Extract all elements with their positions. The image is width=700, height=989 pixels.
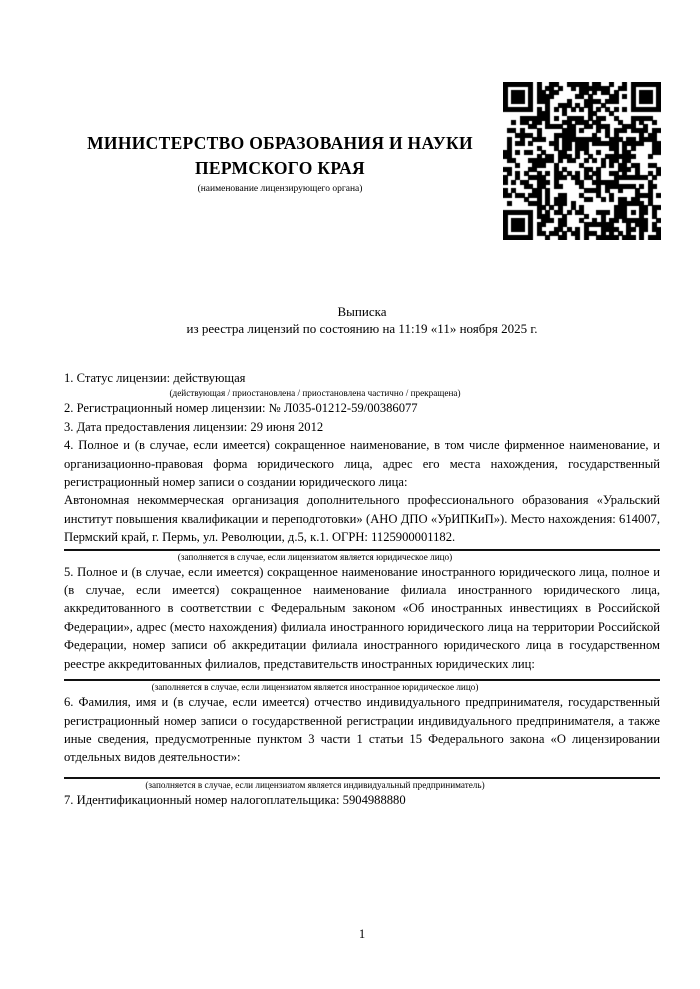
foreign-entity-label: 5. Полное и (в случае, если имеется) сокращенное наименование иностранного юридического лица, полное и (в случае, если имеется) сокращенное наименование филиала иностранного юридического лица, аккредитованного в соответствии с Федеральным законом «Об иностранных инвестициях в Российской Федерации», адрес (место нахождения) филиала иностранного юридического лица на территории Российской Федерации, номер записи об аккредитации филиала иностранного юридического лица в государственном реестре аккредитованных филиалов, представительств иностранных юридических лиц: <box>64 564 660 671</box>
license-status-caption: (действующая / приостановлена / приостановлена частично / прекращена) <box>169 388 461 399</box>
document-title <box>64 303 660 337</box>
ministry-name-line1: МИНИСТЕРСТВО ОБРАЗОВАНИЯ И НАУКИ <box>87 133 473 153</box>
legal-entity-label: 4. Полное и (в случае, если имеется) сокращенное наименование, в том числе фирменное наименование, и организационно-правовая форма юридического лица, адрес его места нахождения, государственный регистрационный номер записи о создании юридического лица: <box>64 438 660 490</box>
license-status-field: 1. Статус лицензии: действующая <box>64 371 246 385</box>
ministry-name-line2: ПЕРМСКОГО КРАЯ <box>195 158 365 178</box>
foreign-entity-caption: (заполняется в случае, если лицензиатом является иностранное юридическое лицо) <box>151 682 479 693</box>
legal-entity-caption: (заполняется в случае, если лицензиатом является юридическое лицо) <box>177 551 453 562</box>
document-title-line1: Выписка <box>337 304 387 319</box>
individual-entrepreneur-caption: (заполняется в случае, если лицензиатом является индивидуальный предприниматель) <box>145 779 485 790</box>
legal-entity-value: Автономная некоммерческая организация дополнительного профессионального образования «Уральский институт повышения квалификации и переподготовки» (АНО ДПО «УрИПКиП»). Место нахождения: 614007, Пермский край, г. Пермь, ул. Революции, д.5, к.1. ОГРН: 1125900001182. <box>64 493 660 545</box>
grant-date-field: 3. Дата предоставления лицензии: 29 июня 2012 <box>64 419 324 434</box>
page-number: 1 <box>358 927 366 941</box>
registration-number-field: 2. Регистрационный номер лицензии: № Л035-01212-59/00386077 <box>64 401 418 416</box>
qr-code-image <box>503 82 661 240</box>
qr-code <box>503 82 661 240</box>
document-title-line2: из реестра лицензий по состоянию на 11:19 «11» ноября 2025 г. <box>186 321 538 336</box>
individual-entrepreneur-label: 6. Фамилия, имя и (в случае, если имеется) отчество индивидуального предпринимателя, государственный регистрационный номер записи о государственной регистрации индивидуального предпринимателя, а также иные сведения, предусмотренные пунктом 3 части 1 статьи 15 Федерального закона «О лицензировании отдельных видов деятельности»: <box>64 695 660 765</box>
licensing-authority-header <box>64 131 496 195</box>
document-body <box>64 369 660 809</box>
ministry-name-caption: (наименование лицензирующего органа) <box>197 184 363 194</box>
taxpayer-id-field: 7. Идентификационный номер налогоплательщика: 5904988880 <box>64 792 406 807</box>
